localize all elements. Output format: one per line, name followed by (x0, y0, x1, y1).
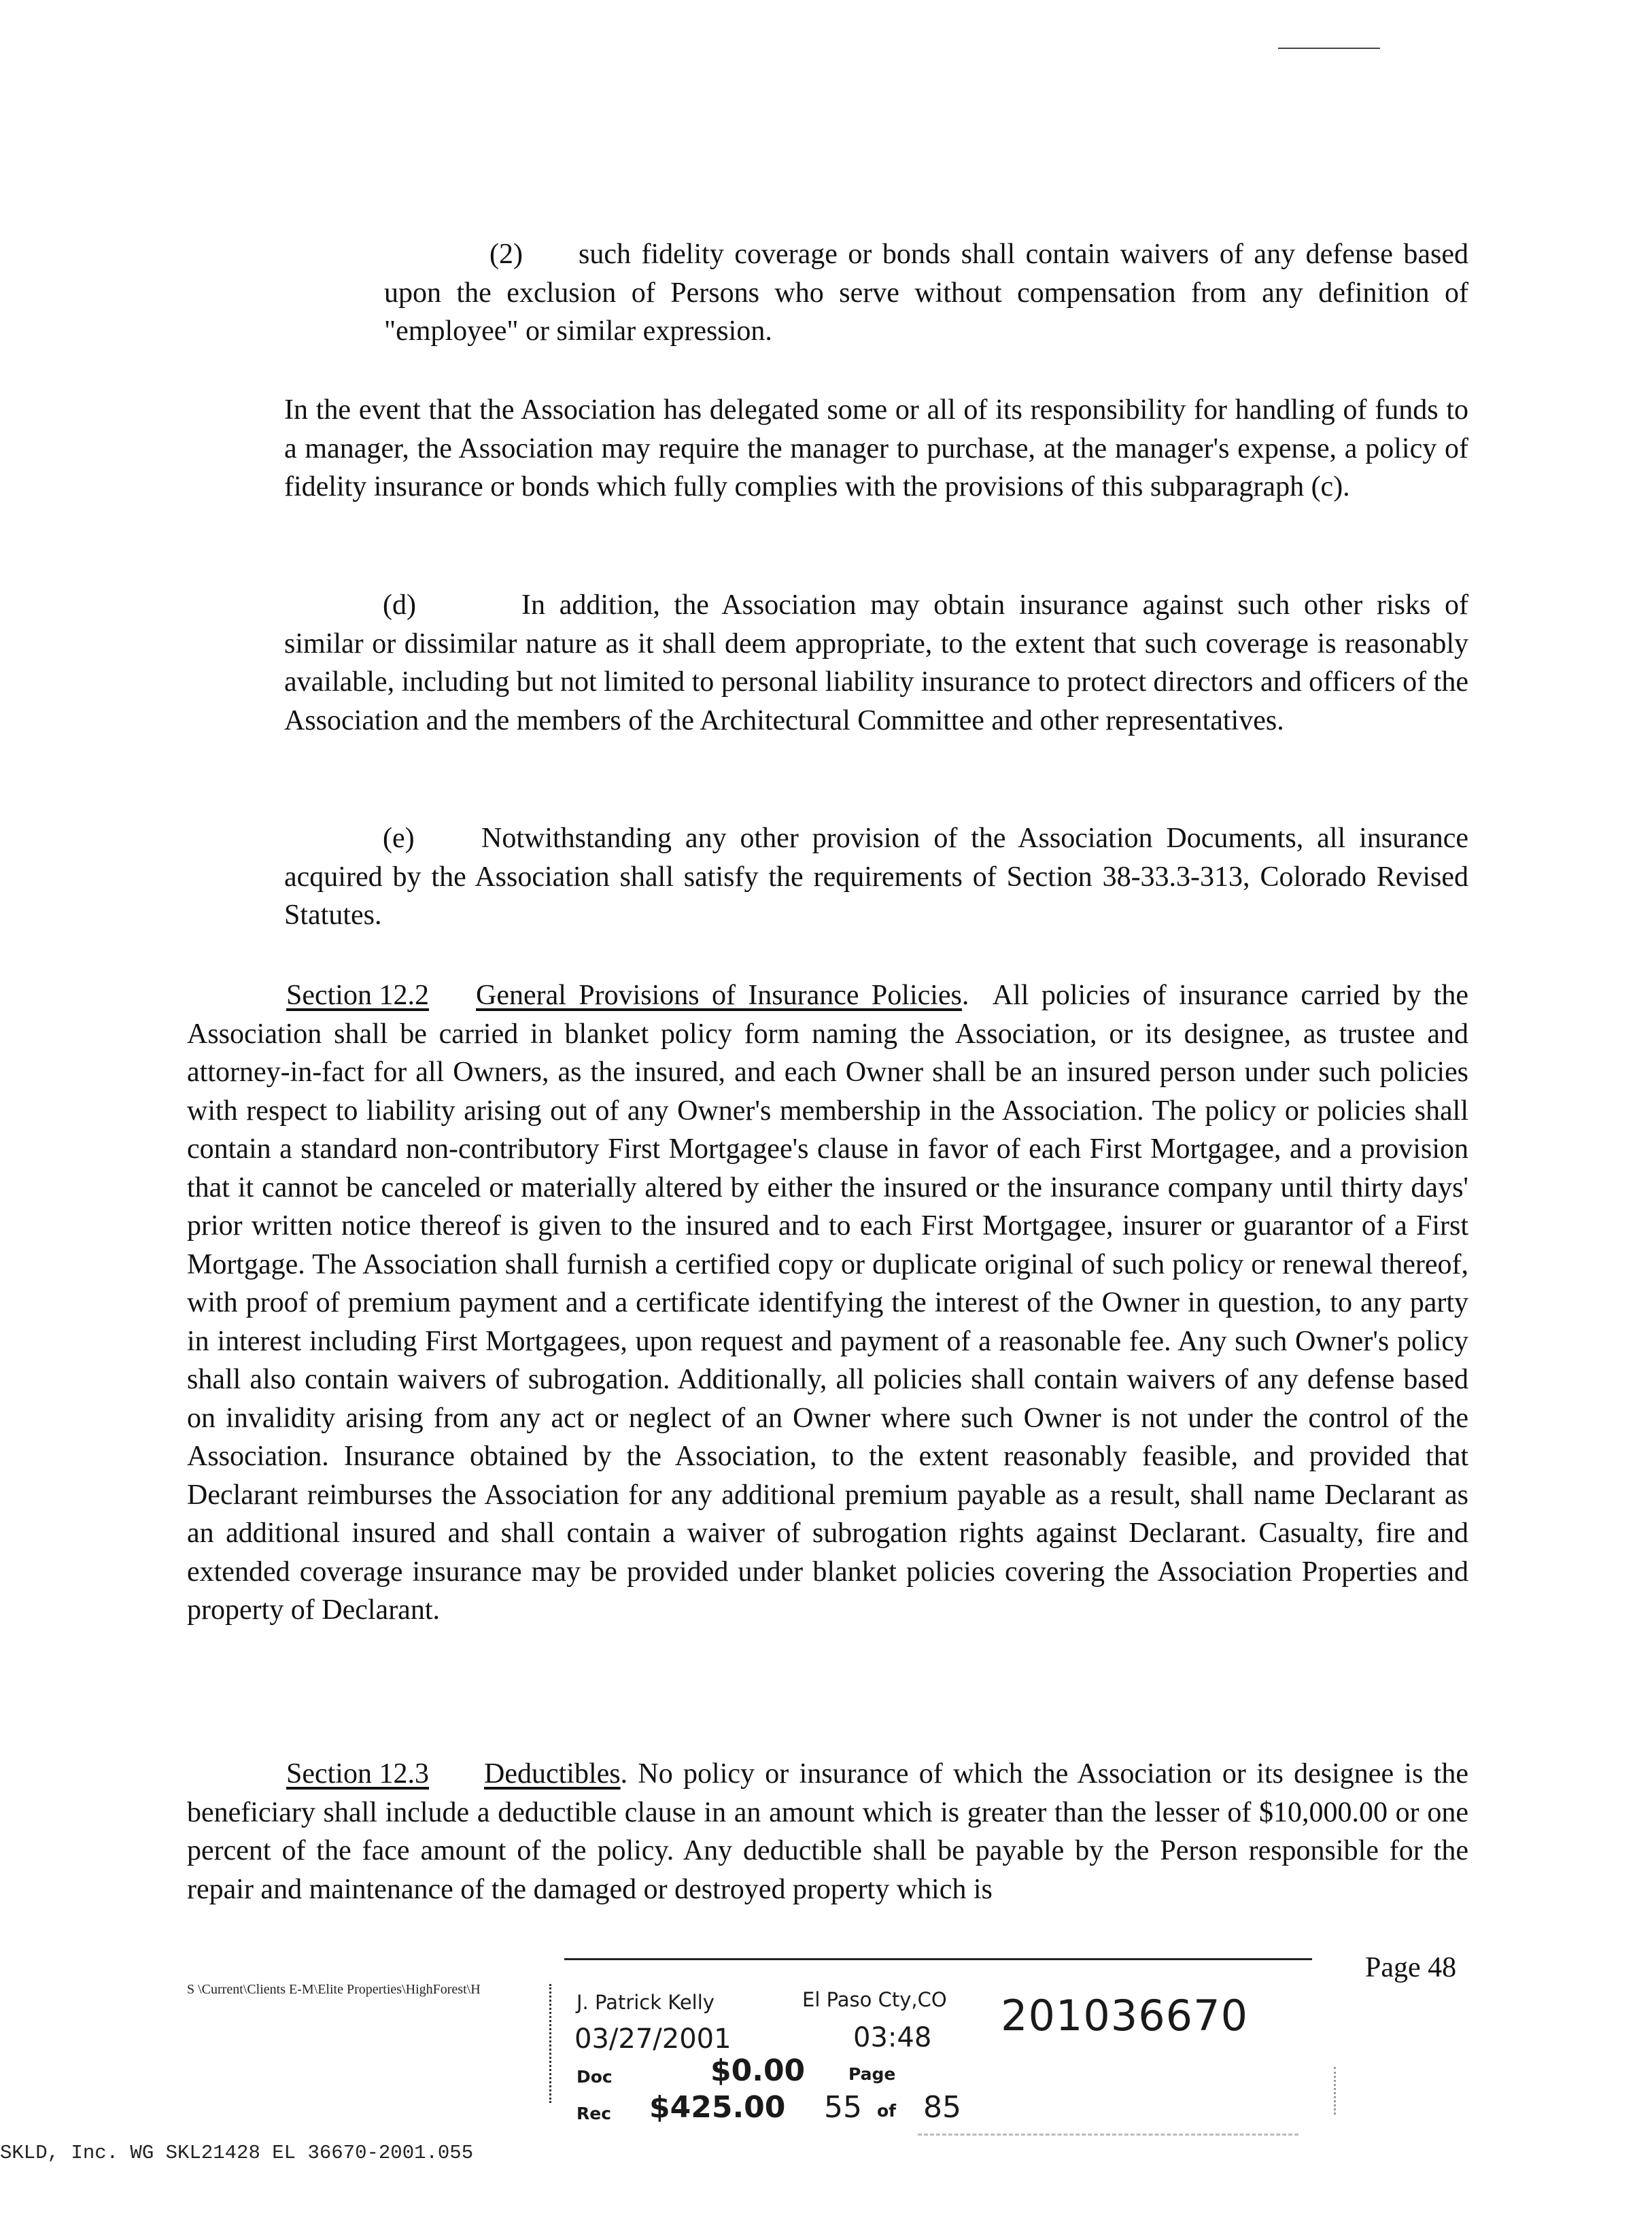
stamp-recorder: J. Patrick Kelly (577, 1991, 715, 2014)
section-12-3: Section 12.3 Deductibles. No policy or insurance of which the Association or its designee is the beneficiary shall include a deductible clause in an amount which is greater than the lesser of $10,000.00 or one percent of the face amount of the policy. Any deductible shall be payable by the Person responsible for the repair and maintenance of the damaged or destroyed property which is (187, 1758, 1468, 1905)
section-12-3-number: Section 12.3 (286, 1758, 429, 1790)
stamp-rec-fee: $425.00 (649, 2090, 786, 2125)
stamp-date: 03/27/2001 (574, 2023, 732, 2055)
stamp-doc-fee: $0.00 (710, 2053, 806, 2088)
paragraph-2-text: such fidelity coverage or bonds shall contain waivers of any defense based upon the exclusion of Persons who serve without compensation from any definition of "employee" or similar expression. (384, 239, 1468, 347)
paragraph-e-label: (e) (383, 823, 415, 854)
file-path: S \Current\Clients E-M\Elite Properties\HighForest\H (187, 1982, 481, 1997)
paragraph-e (284, 819, 1468, 935)
section-12-2: Section 12.2 General Provisions of Insurance Policies. All policies of insurance carried by the Association shall be carried in blanket policy form naming the Association, or its designee, as trustee and attorney-in-fact for all Owners, as the insured, and each Owner shall be an insured person under such policies with respect to liability arising out of any Owner's membership in the Association. The policy or policies shall contain a standard non-contributory First Mortgagee's clause in favor of each First Mortgagee, and a provision that it cannot be canceled or materially altered by either the insured or the insurance company until thirty days' prior written notice thereof is given to the insured and to each First Mortgagee, insurer or guarantor of a First Mortgage. The Association shall furnish a certified copy or duplicate original of such policy or renewal thereof, with proof of premium payment and a certificate identifying the interest of the Owner in question, to any party in interest including First Mortgagees, upon request and payment of a reasonable fee. Any such Owner's policy shall also contain waivers of subrogation. Additionally, all policies shall contain waivers of any defense based on invalidity arising from any act or neglect of an Owner where such Owner is not under the control of the Association. Insurance obtained by the Association, to the extent reasonably feasible, and provided that Declarant reimburses the Association for any additional premium payable as a result, shall name Declarant as an additional insured and shall contain a waiver of subrogation rights against Declarant. Casualty, fire and extended coverage insurance may be provided under blanket policies covering the Association Properties and property of Declarant. (187, 980, 1468, 1626)
section-12-3-text: No policy or insurance of which the Association or its designee is the beneficiary shall include a deductible clause in an amount which is greater than the lesser of $10,000.00 or one percent of the face amount of the policy. Any deductible shall be payable by the Person responsible for the repair and maintenance of the damaged or destroyed property which is (187, 1758, 1468, 1905)
stamp-rec-label: Rec (577, 2104, 612, 2123)
stamp-left-dash (549, 1984, 551, 2103)
stamp-bottom-dash (918, 2134, 1298, 2136)
section-12-2-number: Section 12.2 (286, 980, 429, 1011)
paragraph-e-text: Notwithstanding any other provision of the Association Documents, all insurance acquired by the Association shall satisfy the requirements of Section 38-33.3-313, Colorado Revised Statutes. (284, 823, 1468, 931)
stamp-page-total: 85 (923, 2090, 961, 2125)
paragraph-d (284, 586, 1468, 740)
stamp-doc-label: Doc (577, 2067, 613, 2087)
section-12-3-title: Deductibles (484, 1758, 621, 1790)
section-12-2-title: General Provisions of Insurance Policies (476, 980, 962, 1011)
paragraph-d-text: In addition, the Association may obtain insurance against such other risks of similar or dissimilar nature as it shall deem appropriate, to the extent that such coverage is reasonably available, including but not limited to personal liability insurance to protect directors and officers of the Association and the members of the Architectural Committee and other representatives. (284, 589, 1468, 736)
paragraph-2-label: (2) (489, 239, 523, 270)
stamp-reception-number: 201036670 (1001, 1991, 1249, 2040)
top-right-rule (1278, 48, 1380, 49)
paragraph-d-label: (d) (383, 589, 416, 621)
stamp-page-label: Page (848, 2064, 896, 2084)
skld-footer-line: SKLD, Inc. WG SKL21428 EL 36670-2001.055 (0, 2142, 474, 2164)
section-12-2-text: All policies of insurance carried by the Association shall be carried in blanket policy form naming the Association, or its designee, as trustee and attorney-in-fact for all Owners, as the insured, and each Owner shall be an insured person under such policies with respect to liability arising out of any Owner's membership in the Association. The policy or policies shall contain a standard non-contributory First Mortgagee's clause in favor of each First Mortgagee, and a provision that it cannot be canceled or materially altered by either the insured or the insurance company until thirty days' prior written notice thereof is given to the insured and to each First Mortgagee, insurer or guarantor of a First Mortgage. The Association shall furnish a certified copy or duplicate original of such policy or renewal thereof, with proof of premium payment and a certificate identifying the interest of the Owner in question, to any party in interest including First Mortgagees, upon request and payment of a reasonable fee. Any such Owner's policy shall also contain waivers of subrogation. Additionally, all policies shall contain waivers of any defense based on invalidity arising from any act or neglect of an Owner where such Owner is not under the control of the Association. Insurance obtained by the Association, to the extent reasonably feasible, and provided that Declarant reimburses the Association for any additional premium payable as a result, shall name Declarant as an additional insured and shall contain a waiver of subrogation rights against Declarant. Casualty, fire and extended coverage insurance may be provided under blanket policies covering the Association Properties and property of Declarant. (187, 980, 1468, 1626)
page-number: Page 48 (1365, 1952, 1457, 1983)
stamp-time: 03:48 (853, 2022, 932, 2053)
paragraph-2 (384, 235, 1468, 351)
stamp-right-dash (1334, 2067, 1336, 2115)
stamp-of-label: of (877, 2101, 897, 2121)
paragraph-manager: In the event that the Association has delegated some or all of its responsibility for handling of funds to a manager, the Association may require the manager to purchase, at the manager's expense, a policy of fidelity insurance or bonds which fully complies with the provisions of this subparagraph (c). (284, 394, 1468, 502)
stamp-page-current: 55 (824, 2090, 862, 2125)
stamp-county: El Paso Cty,CO (802, 1988, 947, 2011)
stamp-top-rule (564, 1958, 1312, 1960)
